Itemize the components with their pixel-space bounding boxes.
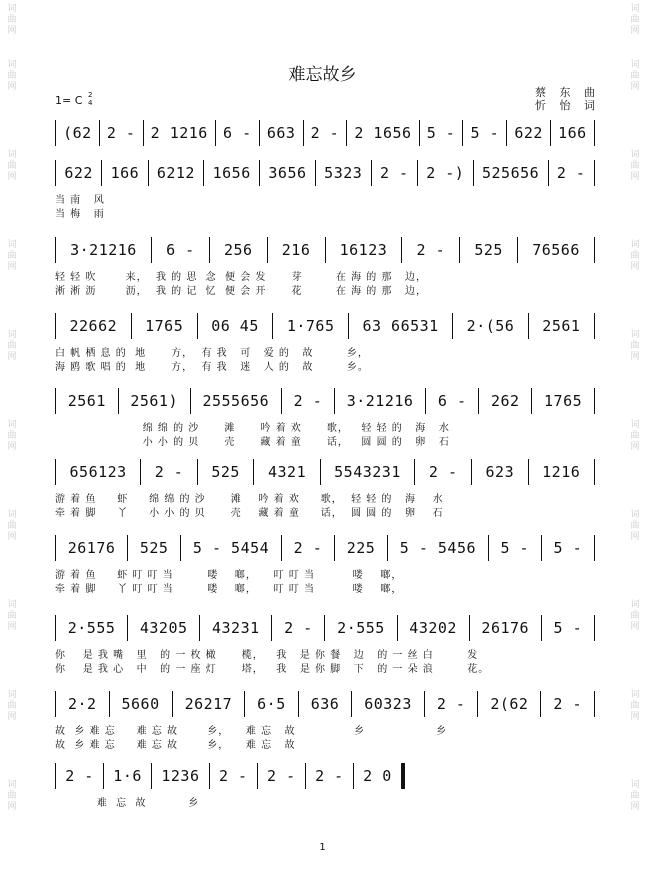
barline (351, 691, 352, 717)
lyric-line: 游 着 鱼 虾 绵 绵 的 沙 滩 吟 着 欢 歌， 轻 轻 的 海 水 (55, 494, 444, 505)
watermark-right-5: 词 曲 网 (630, 330, 640, 362)
watermark-right-3: 词 曲 网 (630, 150, 640, 182)
notation-row (55, 120, 595, 146)
barline (401, 237, 402, 263)
barline (325, 237, 326, 263)
barline (548, 160, 549, 186)
barline (140, 459, 141, 485)
lyric-line: 故 乡 难 忘 难 忘 故 乡， 难 忘 故 乡 乡 (55, 726, 448, 737)
measure: 2·(56 (466, 317, 515, 335)
time-signature (88, 91, 92, 107)
measure: 166 (110, 164, 140, 182)
measure: 2(62 (490, 695, 529, 713)
measure: 5 - 5454 (192, 539, 270, 557)
barline (550, 120, 551, 146)
measure: 2·555 (337, 619, 385, 637)
measure: 623 (485, 463, 515, 481)
measure: 1216 (542, 463, 581, 481)
page-number: 1 (319, 842, 326, 853)
barline (272, 313, 273, 339)
measure: 2 1656 (354, 124, 412, 142)
barline (209, 237, 210, 263)
measure: 2 - (553, 695, 582, 713)
barline (151, 237, 152, 263)
measure: 2 - (310, 124, 340, 142)
barline (305, 763, 306, 789)
barline (540, 691, 541, 717)
measure: 5 - 5456 (399, 539, 477, 557)
barline (197, 459, 198, 485)
measure: 2561) (130, 392, 178, 410)
barline (55, 459, 56, 485)
measure: 2 0 (363, 767, 392, 785)
measure: 2 - (65, 767, 94, 785)
score-system (55, 160, 595, 232)
barline (244, 691, 245, 717)
measure: 5543231 (334, 463, 401, 481)
final-barline (401, 763, 405, 789)
barline (594, 459, 595, 485)
notation-row (55, 459, 595, 485)
measure: 216 (281, 241, 311, 259)
measure: 60323 (364, 695, 412, 713)
barline (334, 535, 335, 561)
song-title: 难忘故乡 (288, 65, 357, 85)
measure: 6 - (166, 241, 195, 259)
lyric-line: 海 鸥 歌 唱 的 地 方， 有 我 迷 人 的 故 乡。 (55, 362, 369, 373)
barline (594, 237, 595, 263)
barline (55, 615, 56, 641)
measure: 63 66531 (362, 317, 439, 335)
barline (471, 459, 472, 485)
measure: 2·555 (67, 619, 116, 637)
lyric-line: 牵 着 脚 丫 小 小 的 贝 壳 藏 着 童 话， 圆 圆 的 卵 石 (55, 508, 444, 519)
barline (315, 160, 316, 186)
barline (281, 388, 282, 414)
watermark-right-8: 词 曲 网 (630, 600, 640, 632)
measure: 1236 (161, 767, 200, 785)
barline (594, 388, 595, 414)
key-signature: 1= C (55, 94, 83, 107)
barline (531, 388, 532, 414)
time-signature-bottom: 4 (88, 99, 93, 107)
measure: 16123 (339, 241, 388, 259)
measure: 1765 (544, 392, 583, 410)
measure: 6 - (437, 392, 467, 410)
measure: 2 - (315, 767, 344, 785)
time-signature-top: 2 (88, 91, 93, 99)
measure: 5 - (470, 124, 500, 142)
notation-row (55, 388, 595, 414)
notation-row (55, 763, 405, 789)
measure: 4321 (267, 463, 307, 481)
measure: 2561 (542, 317, 581, 335)
barline (131, 313, 132, 339)
measure: 2555656 (202, 392, 270, 410)
barline (298, 691, 299, 717)
barline (334, 388, 335, 414)
notation-row (55, 535, 595, 561)
measure: 2 -) (426, 164, 465, 182)
measure: 636 (310, 695, 340, 713)
measure: 2 - (154, 463, 184, 481)
score-system (55, 388, 595, 460)
lyric-line: 难 忘 故 乡 (55, 798, 200, 809)
barline (215, 120, 216, 146)
barline (348, 313, 349, 339)
measure: 262 (490, 392, 520, 410)
barline (253, 459, 254, 485)
barline (517, 237, 518, 263)
barline (55, 388, 56, 414)
score-system (55, 691, 595, 763)
notation-row (55, 615, 595, 641)
barline (259, 160, 260, 186)
watermark-left-5: 词 曲 网 (7, 330, 17, 362)
measure: 3·21216 (346, 392, 414, 410)
measure: 2 1216 (150, 124, 208, 142)
barline (387, 535, 388, 561)
watermark-left-6: 词 曲 网 (7, 420, 17, 452)
watermark-right-9: 词 曲 网 (630, 690, 640, 722)
measure: 26176 (67, 539, 116, 557)
notation-row (55, 313, 595, 339)
notation-row (55, 237, 595, 263)
measure: 525656 (481, 164, 540, 182)
measure: (62 (63, 124, 92, 142)
watermark-left-9: 词 曲 网 (7, 690, 17, 722)
barline (118, 388, 119, 414)
watermark-left-4: 词 曲 网 (7, 240, 17, 272)
barline (414, 459, 415, 485)
score-system (55, 237, 595, 309)
barline (528, 459, 529, 485)
lyric-line: 绵 绵 的 沙 滩 吟 着 欢 歌， 轻 轻 的 海 水 (55, 423, 450, 434)
barline (462, 120, 463, 146)
barline (55, 120, 56, 146)
score-system (55, 313, 595, 385)
barline (99, 120, 100, 146)
barline (257, 763, 258, 789)
score-system (55, 535, 595, 607)
measure: 5323 (324, 164, 363, 182)
composer-credit: 蔡 东 曲 (535, 86, 600, 99)
barline (180, 535, 181, 561)
measure: 622 (64, 164, 93, 182)
barline (506, 120, 507, 146)
watermark-left-3: 词 曲 网 (7, 150, 17, 182)
measure: 3656 (268, 164, 307, 182)
barline (419, 120, 420, 146)
watermark-left-2: 词 曲 网 (7, 60, 17, 92)
barline (103, 763, 104, 789)
watermark-left-7: 词 曲 网 (7, 510, 17, 542)
measure: 3·21216 (70, 241, 137, 259)
measure: 256 (223, 241, 253, 259)
measure: 26176 (481, 619, 530, 637)
measure: 76566 (532, 241, 580, 259)
measure: 2 - (556, 164, 586, 182)
lyric-line: 白 帆 栖 息 的 地 方， 有 我 可 爱 的 故 乡， (55, 348, 369, 359)
barline (594, 615, 595, 641)
measure: 22662 (69, 317, 118, 335)
barline (203, 160, 204, 186)
measure: 2 - (293, 539, 323, 557)
barline (197, 313, 198, 339)
barline (109, 691, 110, 717)
notation-row (55, 691, 595, 717)
barline (55, 763, 56, 789)
measure: 2 - (284, 619, 313, 637)
measure: 2561 (67, 392, 106, 410)
measure: 1656 (212, 164, 251, 182)
barline (397, 615, 398, 641)
watermark-left-8: 词 曲 网 (7, 600, 17, 632)
watermark-left-1: 词 曲 网 (7, 4, 17, 36)
measure: 663 (266, 124, 296, 142)
barline (541, 535, 542, 561)
watermark-right-1: 词 曲 网 (630, 4, 640, 36)
barline (199, 615, 200, 641)
barline (127, 535, 128, 561)
measure: 5660 (121, 695, 160, 713)
measure: 2 - (416, 241, 446, 259)
barline (320, 459, 321, 485)
barline (459, 237, 460, 263)
barline (452, 313, 453, 339)
barline (172, 691, 173, 717)
barline (259, 120, 260, 146)
measure: 166 (558, 124, 587, 142)
measure: 5 - (426, 124, 456, 142)
measure: 5 - (553, 619, 583, 637)
lyric-line: 游 着 鱼 虾 叮 叮 当 喽 啷， 叮 叮 当 喽 啷， (55, 570, 403, 581)
barline (55, 691, 56, 717)
lyric-line: 当 南 风 (55, 195, 105, 206)
score-system (55, 615, 595, 687)
barline (371, 160, 372, 186)
barline (488, 535, 489, 561)
barline (127, 615, 128, 641)
barline (303, 120, 304, 146)
barline (594, 160, 595, 186)
measure: 43205 (139, 619, 188, 637)
score-system (55, 763, 405, 835)
barline (594, 535, 595, 561)
measure: 5 - (500, 539, 530, 557)
measure: 2 - (218, 767, 248, 785)
barline (281, 535, 282, 561)
score-system (55, 459, 595, 531)
barline (267, 237, 268, 263)
measure: 622 (514, 124, 543, 142)
barline (346, 120, 347, 146)
lyric-line: 当 梅 雨 (55, 209, 105, 220)
measure: 1·765 (286, 317, 335, 335)
barline (55, 237, 56, 263)
lyric-line: 你 是 我 心 中 的 一 座 灯 塔， 我 是 你 脚 下 的 一 朵 浪 花。 (55, 664, 490, 675)
watermark-left-10: 词 曲 网 (7, 780, 17, 812)
measure: 1765 (145, 317, 184, 335)
measure: 5 - (553, 539, 583, 557)
notation-row (55, 160, 595, 186)
measure: 225 (346, 539, 376, 557)
watermark-right-7: 词 曲 网 (630, 510, 640, 542)
barline (594, 313, 595, 339)
barline (469, 615, 470, 641)
measure: 43202 (409, 619, 457, 637)
barline (271, 615, 272, 641)
measure: 6 - (223, 124, 252, 142)
watermark-right-6: 词 曲 网 (630, 420, 640, 452)
barline (417, 160, 418, 186)
barline (55, 313, 56, 339)
measure: 2 - (267, 767, 296, 785)
lyric-line: 小 小 的 贝 壳 藏 着 童 话， 圆 圆 的 卵 石 (55, 437, 450, 448)
lyric-line: 你 是 我 嘴 里 的 一 枚 橄 榄， 我 是 你 餐 边 的 一 丝 白 发 (55, 650, 479, 661)
barline (528, 313, 529, 339)
barline (425, 388, 426, 414)
barline (353, 763, 354, 789)
measure: 2 - (293, 392, 323, 410)
barline (190, 388, 191, 414)
measure: 525 (474, 241, 503, 259)
lyricist-credit: 忻 怡 词 (535, 99, 600, 112)
barline (541, 615, 542, 641)
barline (424, 691, 425, 717)
barline (324, 615, 325, 641)
measure: 2 - (106, 124, 136, 142)
measure: 6212 (156, 164, 195, 182)
measure: 26217 (184, 695, 233, 713)
barline (473, 160, 474, 186)
barline (55, 535, 56, 561)
barline (477, 691, 478, 717)
barline (101, 160, 102, 186)
lyric-line: 轻 轻 吹 来， 我 的 思 念 便 会 发 芽 在 海 的 那 边， (55, 272, 427, 283)
barline (143, 120, 144, 146)
barline (148, 160, 149, 186)
measure: 1·6 (113, 767, 142, 785)
barline (55, 160, 56, 186)
measure: 2 - (379, 164, 409, 182)
watermark-right-4: 词 曲 网 (630, 240, 640, 272)
barline (151, 763, 152, 789)
measure: 656123 (69, 463, 127, 481)
barline (209, 763, 210, 789)
measure: 525 (139, 539, 169, 557)
measure: 525 (211, 463, 240, 481)
measure: 6·5 (257, 695, 286, 713)
lyric-line: 淅 淅 沥 沥， 我 的 记 忆 便 会 开 花 在 海 的 那 边， (55, 286, 427, 297)
watermark-right-10: 词 曲 网 (630, 780, 640, 812)
watermark-right-2: 词 曲 网 (630, 60, 640, 92)
measure: 2 - (428, 463, 458, 481)
barline (594, 691, 595, 717)
measure: 2·2 (67, 695, 97, 713)
lyric-line: 故 乡 难 忘 难 忘 故 乡， 难 忘 故 (55, 740, 296, 751)
measure: 2 - (436, 695, 466, 713)
barline (478, 388, 479, 414)
measure: 43231 (211, 619, 260, 637)
barline (594, 120, 595, 146)
measure: 06 45 (211, 317, 259, 335)
lyric-line: 牵 着 脚 丫 叮 叮 当 喽 啷， 叮 叮 当 喽 啷， (55, 584, 403, 595)
